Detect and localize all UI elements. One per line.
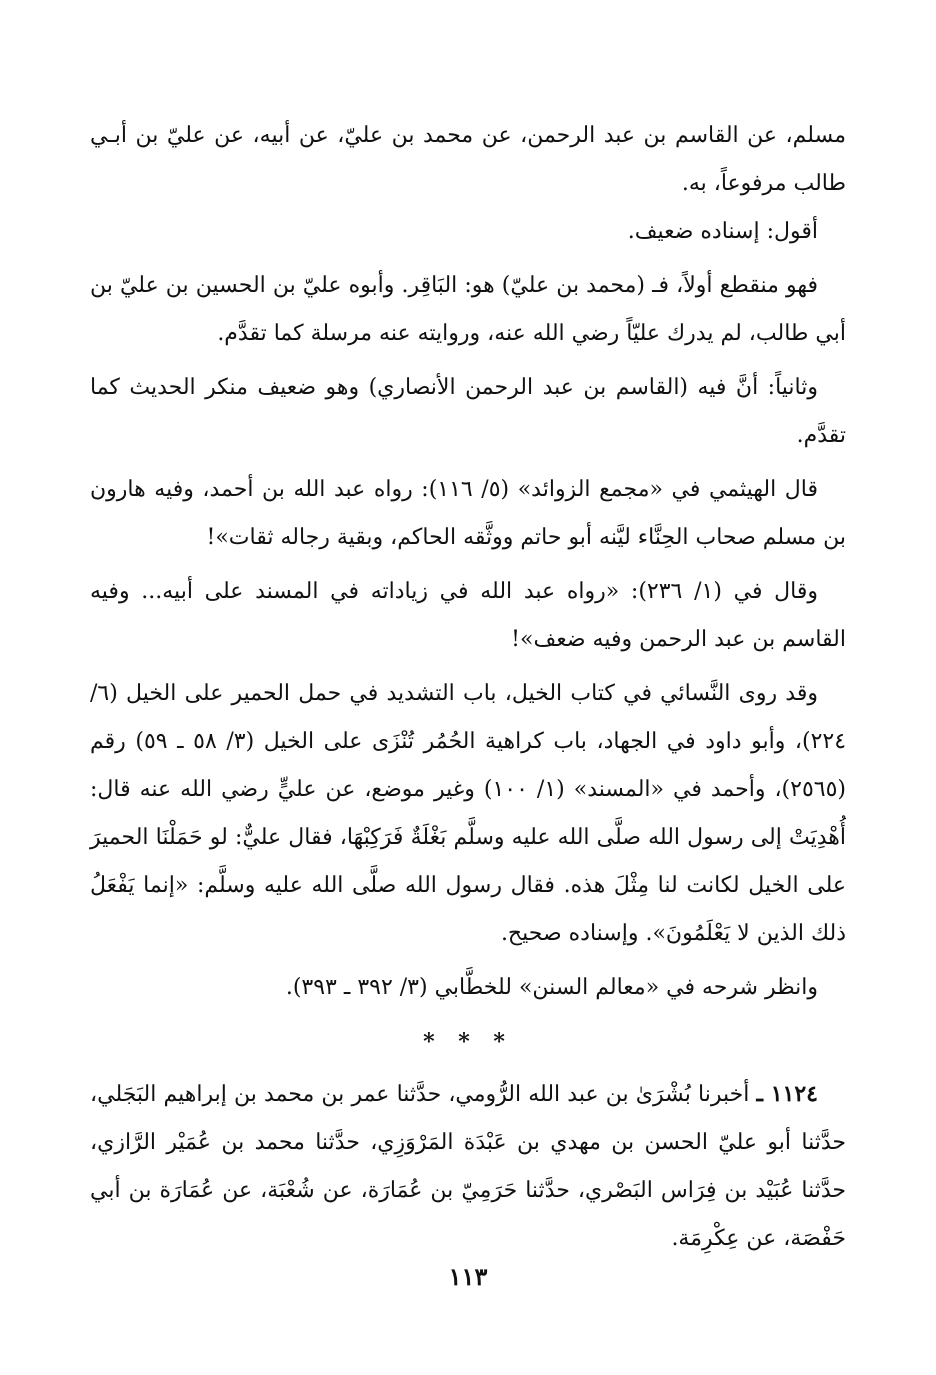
paragraph-verdict: أقول: إسناده ضعيف. <box>627 219 818 244</box>
hadith-paragraph <box>90 1070 846 1263</box>
paragraph-haythami-second-quote: وقال في (١/ ٢٣٦): «رواه عبد الله في زياداته في المسند على أبيه... وفيه القاسم بن عبد الرحمن وفيه ضعف»! <box>90 579 846 652</box>
paragraph-continuation: مسلم، عن القاسم بن عبد الرحمن، عن محمد بن عليّ، عن أبيه، عن عليّ بن أبـي طالب مرفوعاً، به. <box>90 123 846 196</box>
paragraph-reference: وانظر شرحه في «معالم السنن» للخطَّابي (٣/ ٣٩٢ ـ ٣٩٣). <box>285 975 818 1000</box>
section-separator: * * * <box>423 1029 513 1055</box>
hadith-number: ١١٢٤ ـ <box>756 1081 818 1107</box>
paragraph-nasai-narration: وقد روى النَّسائي في كتاب الخيل، باب التشديد في حمل الحمير على الخيل (٦/ ٢٢٤)، وأبو داود في الجهاد، باب كراهية الحُمُر تُنْزَى على الخيل (٣/ ٥٨ ـ ٥٩) رقم (٢٥٦٥)، وأحمد في «المسند» (١/ ١٠٠) وغير موضع، عن عليٍّ رضي الله عنه قال: أُهْدِيَتْ إلى رسول الله صلَّى الله عليه وسلَّم بَغْلَةٌ فَرَكِبْهَا، فقال عليٌّ: لو حَمَلْنَا الحميرَ على الخيل لكانت لنا مِثْلَ هذه. فقال رسول الله صلَّى الله عليه وسلَّم: «إنما يَفْعَلُ ذلك الذين لا يَعْلَمُونَ». وإسناده صحيح. <box>90 681 847 946</box>
paragraph-second-reason: وثانياً: أنَّ فيه (القاسم بن عبد الرحمن الأنصاري) وهو ضعيف منكر الحديث كما تقدَّم. <box>90 375 846 448</box>
page-body <box>90 112 846 1263</box>
page-number: ١١٣ <box>448 1262 488 1291</box>
hadith-text: أخبرنا بُشْرَىٰ بن عبد الله الرُّومي، حدَّثنا عمر بن محمد بن إبراهيم البَجَلي، حدَّثنا أبو عليّ الحسن بن مهدي بن عَبْدَة المَرْوَزِي، حدَّثنا محمد بن عُمَيْر الرَّازي، حدَّثنا عُبَيْد بن فِرَاس البَصْري، حدَّثنا حَرَمِيّ بن عُمَارَة، عن شُعْبَة، عن عُمَارَة بن أبي حَفْصَة، عن عِكْرِمَة. <box>90 1082 846 1251</box>
paragraph-first-reason: فهو منقطع أولاً، فـ (محمد بن عليّ) هو: البَاقِر. وأبوه عليّ بن الحسين بن عليّ بن أبي طالب، لم يدرك عليّاً رضي الله عنه، وروايته عنه مرسلة كما تقدَّم. <box>90 273 846 346</box>
paragraph-haythami-quote: قال الهيثمي في «مجمع الزوائد» (٥/ ١١٦): رواه عبد الله بن أحمد، وفيه هارون بن مسلم صحاب الحِنَّاء ليَّنه أبو حاتم ووثَّقه الحاكم، وبقية رجاله ثقات»! <box>90 477 846 550</box>
